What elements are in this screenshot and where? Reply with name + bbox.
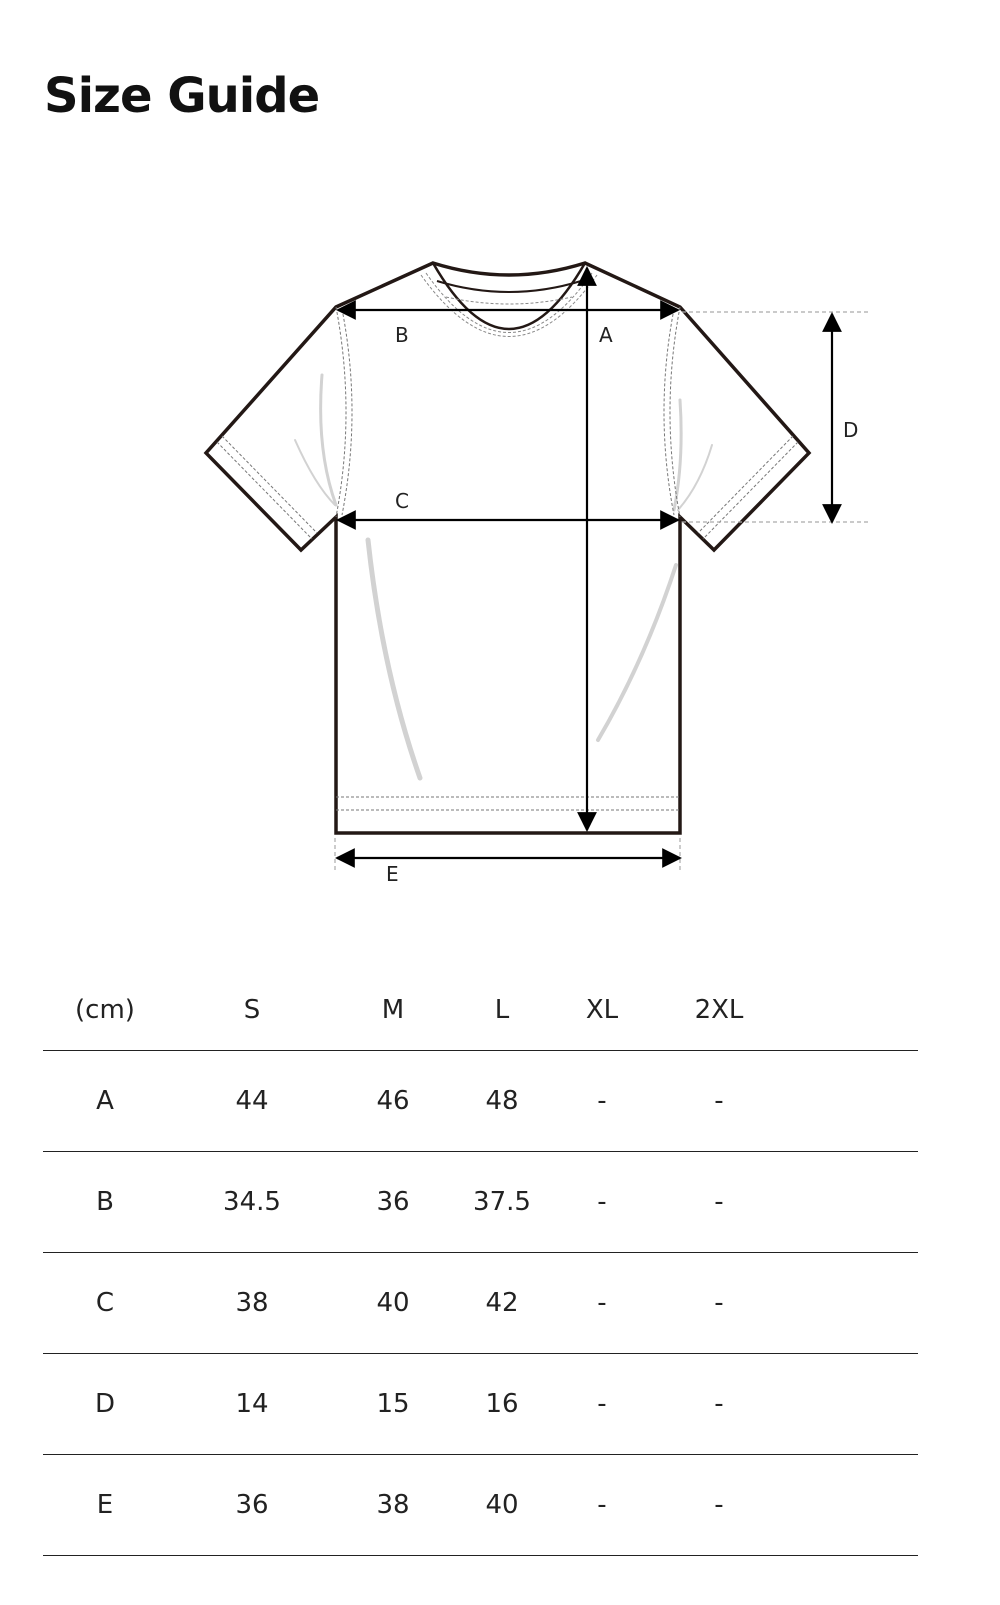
table-cell: 37.5 bbox=[449, 1152, 555, 1253]
size-header: 2XL bbox=[649, 995, 789, 1051]
size-table bbox=[43, 995, 918, 1556]
size-header: M bbox=[337, 995, 449, 1051]
measurement-arrows bbox=[337, 268, 832, 858]
label-c: C bbox=[395, 489, 409, 513]
table-cell: 36 bbox=[337, 1152, 449, 1253]
page-title: Size Guide bbox=[44, 68, 320, 124]
table-row bbox=[43, 1354, 918, 1455]
table-cell: 48 bbox=[449, 1051, 555, 1152]
row-label: E bbox=[43, 1455, 167, 1556]
table-cell: 34.5 bbox=[167, 1152, 337, 1253]
label-e: E bbox=[386, 862, 399, 886]
table-cell: - bbox=[555, 1455, 649, 1556]
unit-header: (cm) bbox=[43, 995, 167, 1051]
table-cell-empty bbox=[789, 1253, 918, 1354]
empty-header bbox=[789, 995, 918, 1051]
table-row bbox=[43, 1253, 918, 1354]
table-row bbox=[43, 1051, 918, 1152]
table-cell-empty bbox=[789, 1455, 918, 1556]
label-b: B bbox=[395, 323, 409, 347]
table-cell: - bbox=[555, 1051, 649, 1152]
fabric-shading bbox=[295, 375, 712, 778]
table-cell: 15 bbox=[337, 1354, 449, 1455]
table-cell: 44 bbox=[167, 1051, 337, 1152]
table-cell: 42 bbox=[449, 1253, 555, 1354]
table-cell-empty bbox=[789, 1152, 918, 1253]
size-header: S bbox=[167, 995, 337, 1051]
table-cell-empty bbox=[789, 1354, 918, 1455]
size-header: L bbox=[449, 995, 555, 1051]
table-cell: 38 bbox=[337, 1455, 449, 1556]
table-cell: - bbox=[649, 1253, 789, 1354]
label-a: A bbox=[599, 323, 613, 347]
table-cell: 40 bbox=[449, 1455, 555, 1556]
table-cell: 46 bbox=[337, 1051, 449, 1152]
row-label: D bbox=[43, 1354, 167, 1455]
table-cell: - bbox=[649, 1354, 789, 1455]
table-cell: - bbox=[555, 1253, 649, 1354]
table-cell: 38 bbox=[167, 1253, 337, 1354]
table-header-row bbox=[43, 995, 918, 1051]
row-label: A bbox=[43, 1051, 167, 1152]
table-cell: - bbox=[555, 1152, 649, 1253]
table-cell: 36 bbox=[167, 1455, 337, 1556]
table-row bbox=[43, 1152, 918, 1253]
table-row bbox=[43, 1455, 918, 1556]
label-d: D bbox=[843, 418, 859, 442]
table-cell: - bbox=[649, 1051, 789, 1152]
stitching bbox=[217, 307, 798, 810]
table-cell-empty bbox=[789, 1051, 918, 1152]
row-label: C bbox=[43, 1253, 167, 1354]
table-cell: - bbox=[649, 1455, 789, 1556]
row-label: B bbox=[43, 1152, 167, 1253]
guide-lines bbox=[335, 312, 868, 872]
table-cell: - bbox=[649, 1152, 789, 1253]
size-header: XL bbox=[555, 995, 649, 1051]
tshirt-outline bbox=[206, 263, 809, 833]
table-cell: - bbox=[555, 1354, 649, 1455]
table-cell: 40 bbox=[337, 1253, 449, 1354]
table-cell: 16 bbox=[449, 1354, 555, 1455]
table-cell: 14 bbox=[167, 1354, 337, 1455]
